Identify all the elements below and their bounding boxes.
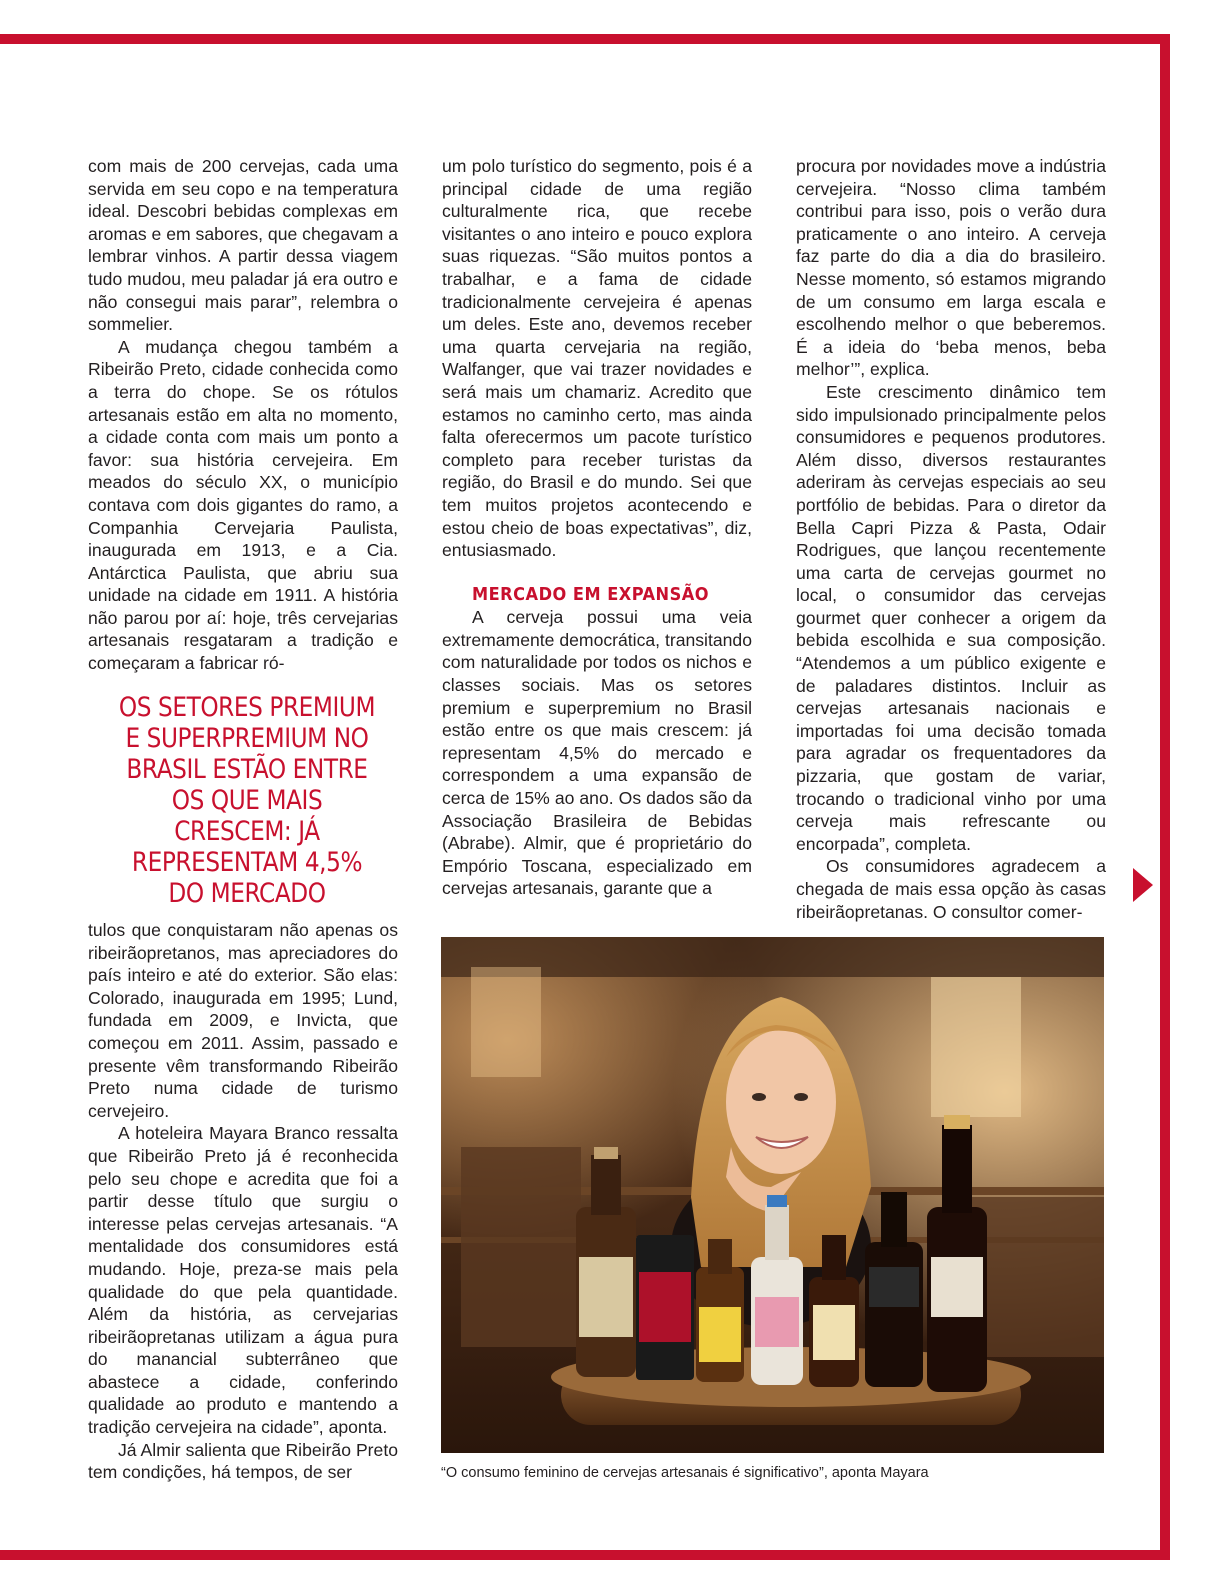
paragraph: A mudança chegou também a Ribeirão Preto, cidade conhecida como a terra do chope. Se os rótulos artesanais estão em alta no momento, a cidade conta com mais um ponto a favor: sua história cervejeira. Em meados do século XX, o município contava com dois gigantes do ramo, a Companhia Cervejaria Paulista, inaugurada em 1913, e a Cia. Antárctica Paulista, que abriu sua unidade na cidade em 1911. A história não parou por aí: hoje, três cervejarias artesanais resgataram a tradição e começaram a fabricar ró- [88, 336, 398, 674]
paragraph: A cerveja possui uma veia extremamente democrática, transitando com naturalidade por todos os nichos e classes sociais. Mas os setores premium e superpremium no Brasil estão entre os que mais crescem: já representam 4,5% do mercado e correspondem a uma expansão de cerca de 15% ao ano. Os dados são da Associação Brasileira de Bebidas (Abrabe). Almir, que é proprietário do Empório Toscana, especializado em cervejas artesanais, garante que a [442, 607, 752, 899]
paragraph: tulos que conquistaram não apenas os ribeirãopretanos, mas apreciadores do país inteiro e até do exterior. São elas: Colorado, inaugurada em 1995; Lund, fundada em 2009, e Invicta, que começou em 2011. Assim, passado e presente vêm transformando Ribeirão Preto numa cidade de turismo cervejeiro. [88, 920, 398, 1121]
paragraph: Os consumidores agradecem a chegada de mais essa opção às casas ribeirãopretanas. O consultor comer- [796, 856, 1106, 922]
photo-illustration [441, 937, 1104, 1453]
paragraph: A hoteleira Mayara Branco ressalta que Ribeirão Preto já é reconhecida pelo seu chope e acredita que foi a partir desse título que surgiu o interesse pelas cervejas artesanais. “A mentalidade dos consumidores está mudando. Hoje, preza-se mais pela qualidade do que pela quantidade. Além da história, as cervejarias ribeirãopretanas utilizam a água pura do manancial subterrâneo que abastece a cidade, conferindo qualidade ao produto e mantendo a tradição cervejeira na cidade”, aponta. [88, 1123, 398, 1438]
pull-quote: OS SETORES PREMIUM E SUPERPREMIUM NO BRASIL ESTÃO ENTRE OS QUE MAIS CRESCEM: JÁ REPRESENTAM 4,5% DO MERCADO [118, 692, 376, 909]
paragraph: com mais de 200 cervejas, cada uma servida em seu copo e na temperatura ideal. Descobri bebidas complexas em aromas e em sabores, que chegavam a lembrar vinhos. A partir dessa viagem tudo mudou, meu paladar já era outro e não consegui mais parar”, relembra o sommelier. [88, 156, 399, 335]
photo-caption: “O consumo feminino de cervejas artesanais é significativo”, aponta Mayara [441, 1465, 929, 1481]
paragraph: Este crescimento dinâmico tem sido impulsionado principalmente pelos consumidores e pequenos produtores. Além disso, diversos restaurantes aderiram às cervejas especiais ao seu portfólio de bebidas. Para o diretor da Bella Capri Pizza & Pasta, Odair Rodrigues, que lançou recentemente uma carta de cervejas gourmet no local, o consumidor das cervejas gourmet quer conhecer a origem da bebida escolhida e sua composição. “Atendemos a um público exigente e de paladares distintos. Incluir as cervejas artesanais nacionais e importadas foi uma decisão tomada para agradar os frequentadores da pizzaria, que gostam de variar, trocando o tradicional vinho por uma cerveja mais refrescante ou encorpada”, completa. [796, 381, 1106, 854]
section-subheading: MERCADO EM EXPANSÃO [472, 583, 710, 605]
paragraph: um polo turístico do segmento, pois é a principal cidade de uma região culturalmente rica, que recebe visitantes o ano inteiro e pouco explora suas riquezas. “São muitos pontos a trabalhar, e a fama de cidade tradicionalmente cervejeira é apenas um deles. Este ano, devemos receber uma quarta cervejaria na região, Walfanger, que vai trazer novidades e será mais um chamariz. Acredito que estamos no caminho certo, mas ainda falta oferecermos um pacote turístico completo para receber turistas da região, do Brasil e do mundo. Sei que tem muitos projetos acontecendo e estou cheio de boas expectativas”, diz, entusiasmado. [442, 156, 752, 561]
article-column-2 [442, 155, 752, 900]
article-column-1-continued [88, 919, 398, 1484]
photo-woman-with-beer-bottles [441, 937, 1104, 1453]
next-page-arrow-icon[interactable] [1133, 868, 1153, 902]
article-column-1 [88, 155, 398, 675]
article-column-3 [796, 155, 1106, 923]
frame-top-border [0, 34, 1170, 44]
paragraph: Já Almir salienta que Ribeirão Preto tem condições, há tempos, de ser [88, 1439, 398, 1483]
frame-right-border [1160, 34, 1170, 1560]
paragraph: procura por novidades move a indústria cervejeira. “Nosso clima também contribui para isso, pois o verão dura praticamente o ano inteiro. A cerveja faz parte do dia a dia do brasileiro. Nesse momento, só estamos migrando de um consumo em larga escala e escolhendo melhor o que beberemos. É a ideia do ‘beba menos, beba melhor’”, explica. [796, 156, 1106, 380]
frame-bottom-border [0, 1550, 1170, 1560]
